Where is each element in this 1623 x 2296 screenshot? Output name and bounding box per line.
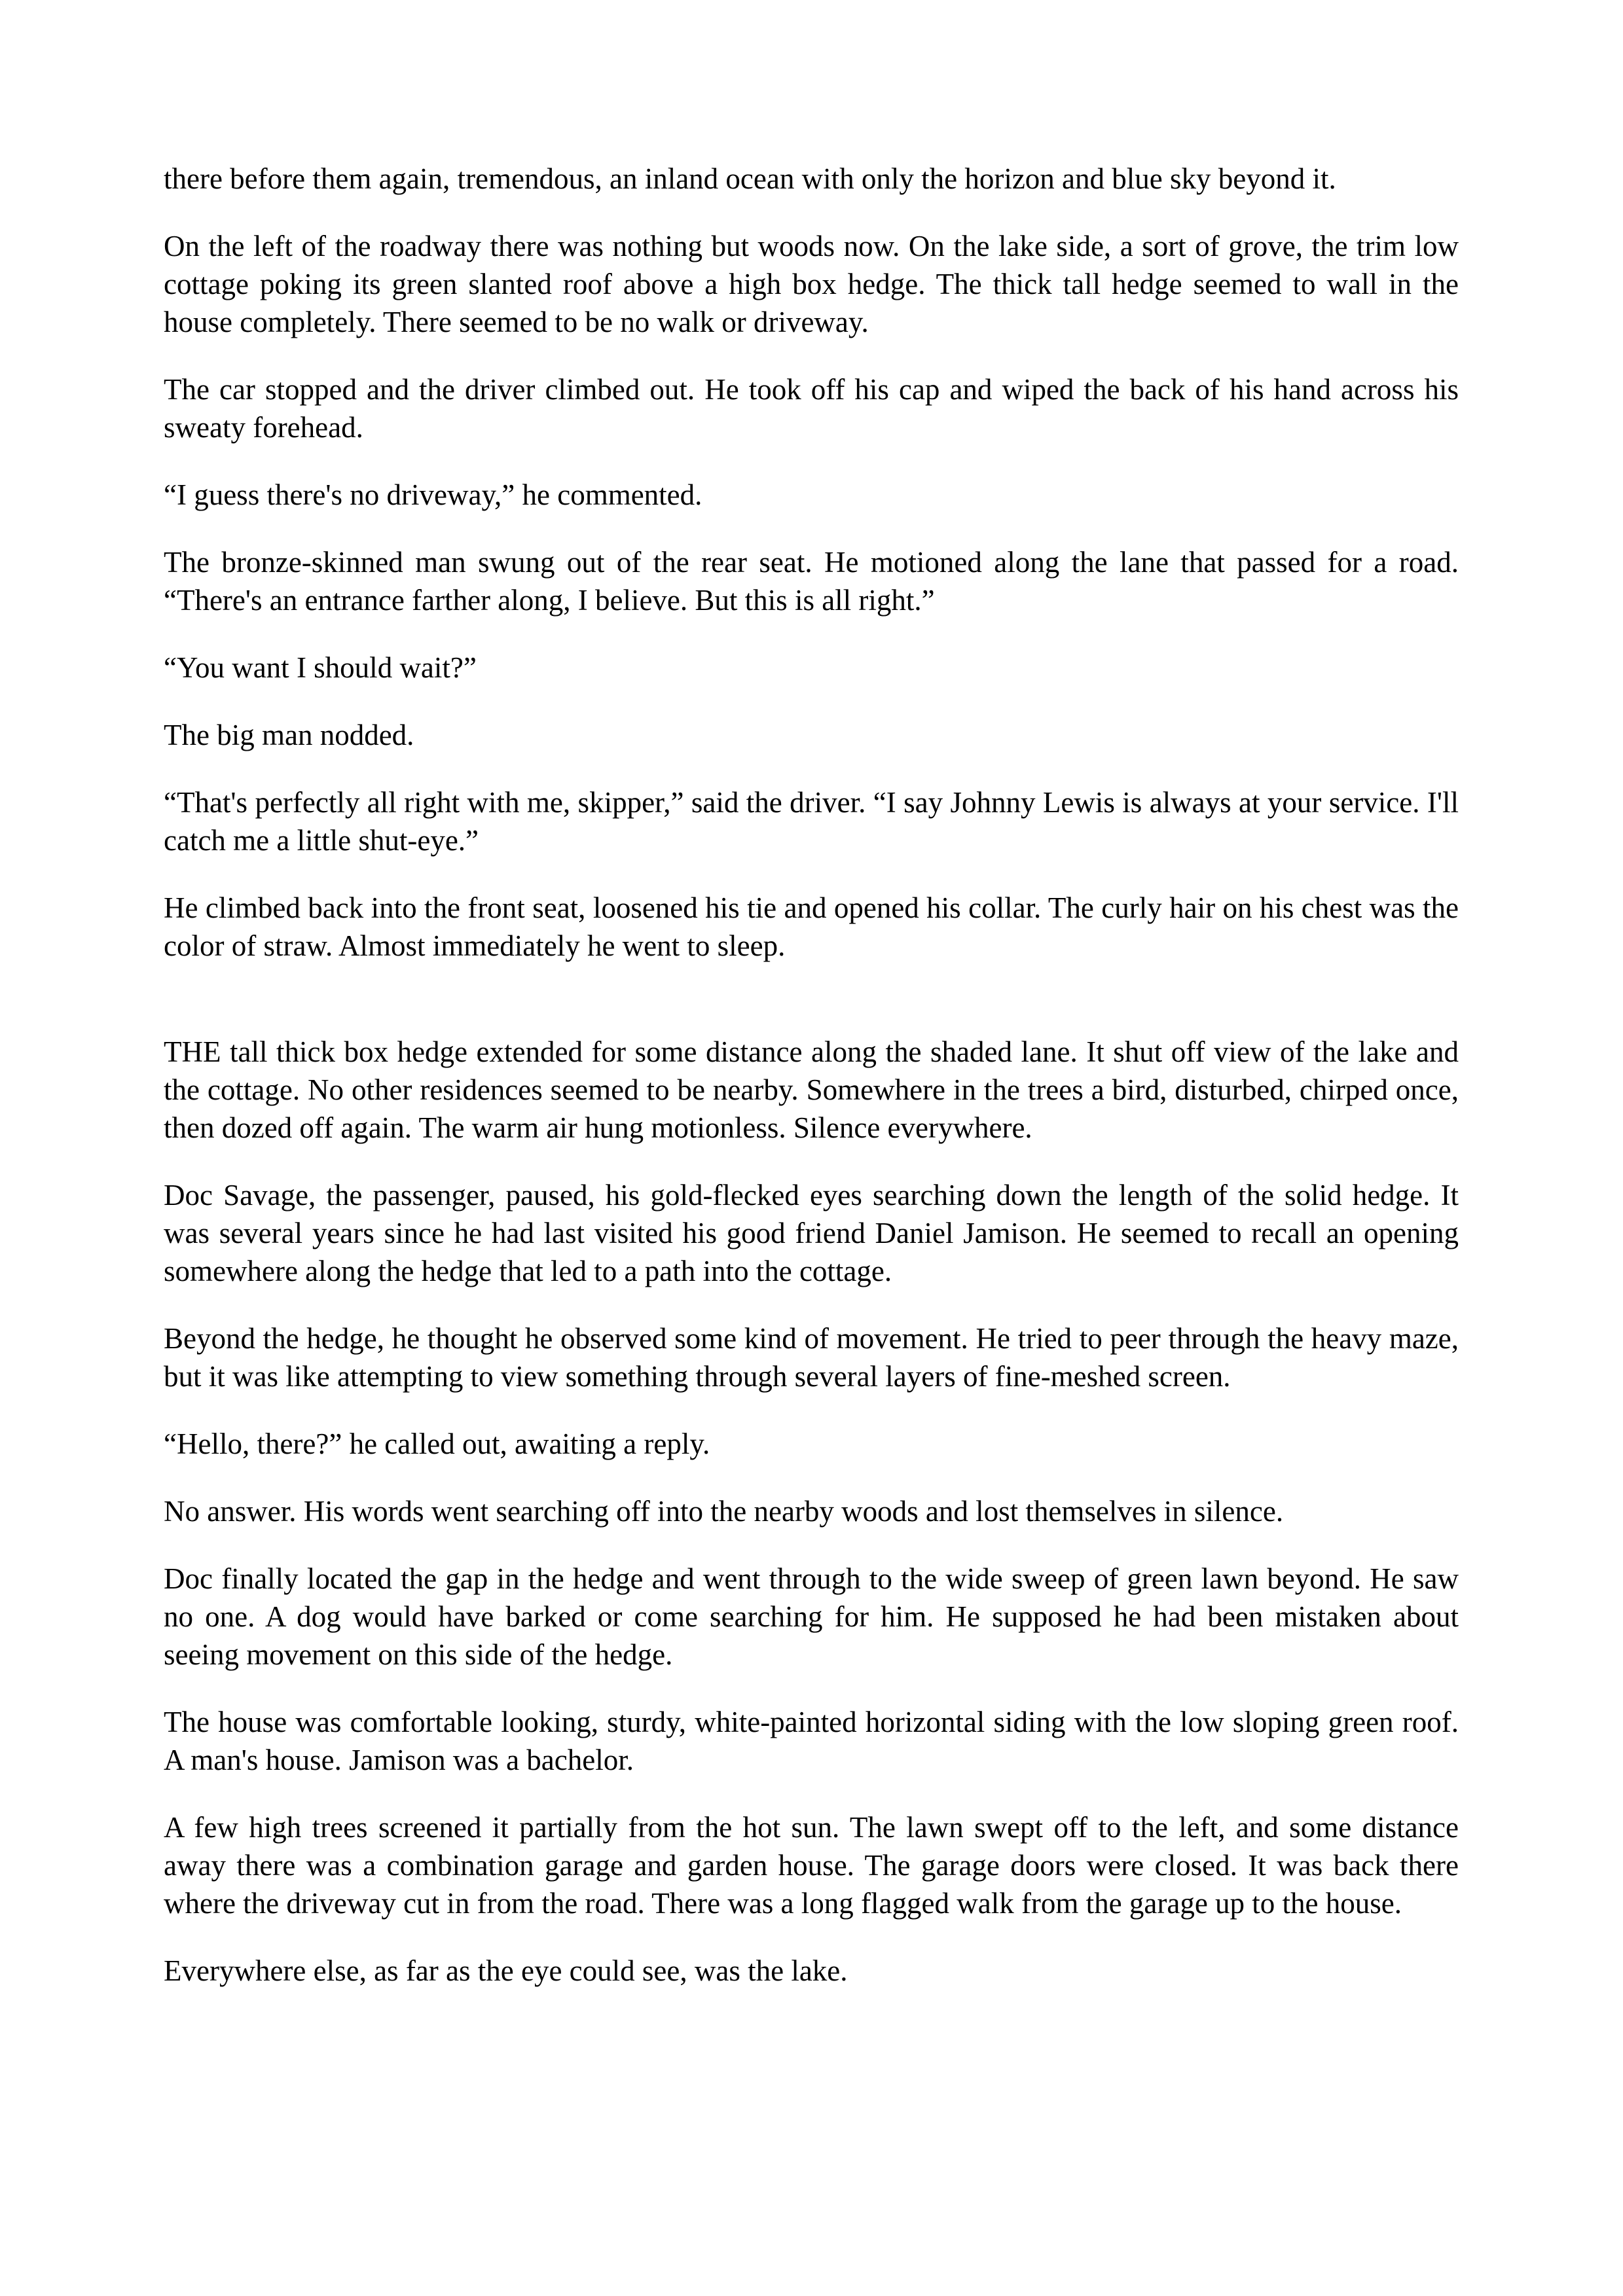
paragraph: “That's perfectly all right with me, skipper,” said the driver. “I say Johnny Lewis is always at your service. I'll catch me a little shut-eye.”: [164, 786, 1459, 857]
paragraph: The car stopped and the driver climbed out. He took off his cap and wiped the back of his hand across his sweaty forehead.: [164, 373, 1459, 444]
paragraph: “Hello, there?” he called out, awaiting a reply.: [164, 1427, 710, 1460]
paragraph: Beyond the hedge, he thought he observed some kind of movement. He tried to peer through the heavy maze, but it was like attempting to view something through several layers of fine-meshed screen.: [164, 1322, 1459, 1393]
paragraph: No answer. His words went searching off into the nearby woods and lost themselves in silence.: [164, 1495, 1284, 1528]
paragraph: THE tall thick box hedge extended for some distance along the shaded lane. It shut off view of the lake and the cottage. No other residences seemed to be nearby. Somewhere in the trees a bird, disturbed, chirped once, then dozed off again. The warm air hung motionless. Silence everywhere.: [164, 1035, 1459, 1144]
paragraph: The big man nodded.: [164, 719, 414, 751]
page-text-column: [164, 160, 1459, 2019]
paragraph: “I guess there's no driveway,” he commented.: [164, 478, 702, 511]
paragraph: Doc Savage, the passenger, paused, his gold-flecked eyes searching down the length of the solid hedge. It was several years since he had last visited his good friend Daniel Jamison. He seemed to recall an opening somewhere along the hedge that led to a path into the cottage.: [164, 1179, 1459, 1287]
paragraph: there before them again, tremendous, an inland ocean with only the horizon and blue sky beyond it.: [164, 162, 1336, 195]
paragraph: Doc finally located the gap in the hedge and went through to the wide sweep of green lawn beyond. He saw no one. A dog would have barked or come searching for him. He supposed he had been mistaken about seeing movement on this side of the hedge.: [164, 1562, 1459, 1671]
paragraph: Everywhere else, as far as the eye could see, was the lake.: [164, 1954, 848, 1987]
paragraph: The bronze-skinned man swung out of the rear seat. He motioned along the lane that passed for a road. “There's an entrance farther along, I believe. But this is all right.”: [164, 546, 1459, 617]
paragraph: On the left of the roadway there was nothing but woods now. On the lake side, a sort of grove, the trim low cottage poking its green slanted roof above a high box hedge. The thick tall hedge seemed to wall in the house completely. There seemed to be no walk or driveway.: [164, 230, 1459, 338]
paragraph: He climbed back into the front seat, loosened his tie and opened his collar. The curly hair on his chest was the color of straw. Almost immediately he went to sleep.: [164, 891, 1459, 962]
paragraph: A few high trees screened it partially from the hot sun. The lawn swept off to the left, and some distance away there was a combination garage and garden house. The garage doors were closed. It was back there where the driveway cut in from the road. There was a long flagged walk from the garage up to the house.: [164, 1811, 1459, 1920]
paragraph: “You want I should wait?”: [164, 651, 477, 684]
paragraph: The house was comfortable looking, sturdy, white-painted horizontal siding with the low sloping green roof. A man's house. Jamison was a bachelor.: [164, 1706, 1459, 1776]
